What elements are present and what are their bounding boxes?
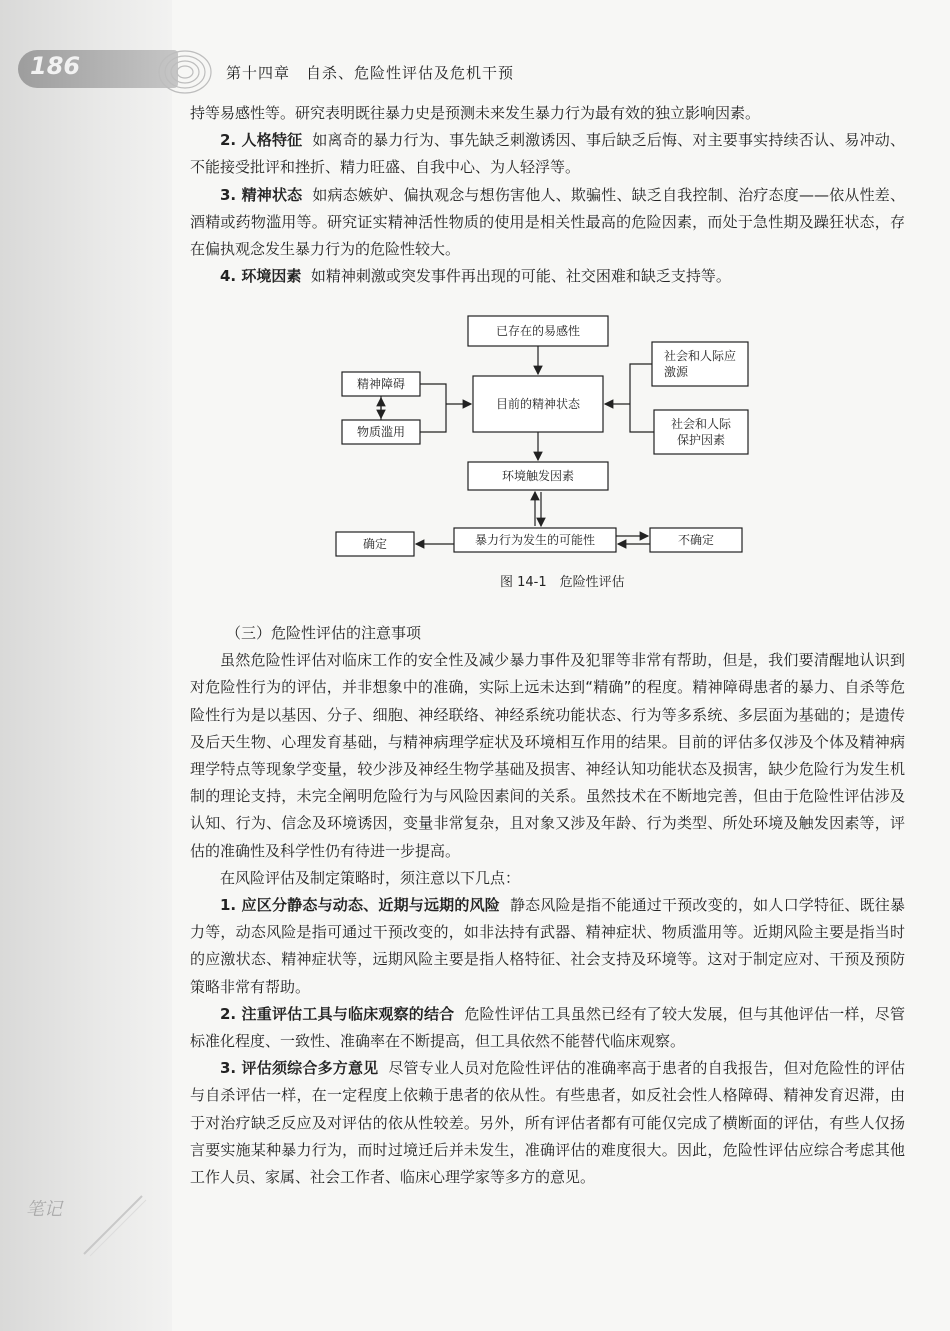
paragraph: 3. 精神状态 如病态嫉妒、偏执观念与想伤害他人、欺骗性、缺乏自我控制、治疗态度——依从性差、酒精或药物滥用等。研究证实精神活性物质的使用是相关性最高的危险因素，而处于急性期及躁狂状态，存在偏执观念发生暴力行为的危险性较大。 (190, 185, 905, 259)
label-social-stressors-2: 激源 (663, 365, 689, 379)
paragraph: 3. 评估须综合多方意见 尽管专业人员对危险性评估的准确率高于患者的自我报告，但对危险性的评估与自杀评估一样，在一定程度上依赖于患者的依从性。有些患者，如反社会性人格障碍、精神发育迟滞，由于对治疗缺乏反应及对评估的依从性较差。另外，所有评估者都有可能仅完成了横断面的评估，有些人仅扬言要实施某种暴力行为，而时过境迁后并未发生，准确评估的难度很大。因此，危险性评估应综合考虑其他工作人员、家属、社会工作者、临床心理学家等多方的意见。 (190, 1059, 906, 1187)
notes-label: 笔记 (26, 1199, 62, 1220)
page-number: 186 (30, 52, 81, 80)
section-heading: （三）危险性评估的注意事项 (226, 624, 422, 642)
paragraph: 在风险评估及制定策略时，须注意以下几点： (220, 868, 521, 887)
risk-assessment-diagram (330, 310, 750, 560)
paragraph: 1. 应区分静态与动态、近期与远期的风险 静态风险是指不能通过干预改变的，如人口学特征、既往暴力等，动态风险是指可通过干预改变的，如非法持有武器、精神症状、物质滥用等。近期风险主要是指当时的应激状态、精神症状等，远期风险主要是指人格特征、社会支持及环境等。这对于制定应对、干预及预防策略非常有帮助。 (190, 896, 905, 996)
paragraph-label: 1. 应区分静态与动态、近期与远期的风险 (220, 896, 500, 915)
paragraph: 4. 环境因素 如精神刺激或突发事件再出现的可能、社交困难和缺乏支持等。 (220, 267, 731, 286)
pen-icon (80, 1190, 150, 1260)
figure-caption: 图 14-1 危险性评估 (500, 575, 625, 590)
label-substance-abuse: 物质滥用 (356, 425, 406, 439)
label-violence-possibility: 暴力行为发生的可能性 (474, 533, 596, 547)
chapter-title: 第十四章 自杀、危险性评估及危机干预 (226, 64, 515, 82)
body-text-bottom (190, 620, 905, 1191)
paragraph: 持等易感性等。研究表明既往暴力史是预测未来发生暴力行为最有效的独立影响因素。 (190, 104, 761, 122)
paragraph-label: 2. 人格特征 (220, 131, 303, 150)
paragraph: 虽然危险性评估对临床工作的安全性及减少暴力事件及犯罪等非常有帮助，但是，我们要清醒地认识到对危险性行为的评估，并非想象中的准确，实际上远未达到“精确”的程度。精神障碍患者的暴力、自杀等危险性行为是以基因、分子、细胞、神经联络、神经系统功能状态、行为等多系统、多层面为基础的；是遗传及后天生物、心理发育基础，与精神病理学症状及环境相互作用的结果。目前的评估多仅涉及个体及精神病理学特点等现象学变量，较少涉及神经生物学基础及损害、神经认知功能状态及损害，缺少危险行为发生机制的理论支持，未完全阐明危险行为与风险因素间的关系。虽然技术在不断地完善，但由于危险性评估涉及认知、行为、信念及环境诱因，变量非常复杂，且对象又涉及年龄、行为类型、所处环境及触发因素等，评估的准确性及科学性仍有待进一步提高。 (190, 651, 905, 860)
body-text-top (190, 100, 905, 290)
paragraph: 2. 注重评估工具与临床观察的结合 危险性评估工具虽然已经有了较大发展，但与其他评估一样，尽管标准化程度、一致性、准确率在不断提高，但工具依然不能替代临床观察。 (190, 1004, 905, 1051)
fingerprint-swirl-icon (155, 44, 225, 104)
paragraph-label: 3. 评估须综合多方意见 (220, 1059, 379, 1078)
paragraph-label: 4. 环境因素 (220, 267, 302, 286)
label-mental-disorder: 精神障碍 (356, 377, 406, 391)
label-existing-vulnerability: 已存在的易感性 (495, 324, 581, 338)
paragraph: 2. 人格特征 如离奇的暴力行为、事先缺乏刺激诱因、事后缺乏后悔、对主要事实持续否认、易冲动、不能接受批评和挫折、精力旺盛、自我中心、为人轻浮等。 (190, 131, 905, 177)
label-environmental-triggers: 环境触发因素 (501, 469, 575, 483)
label-social-stressors-1: 社会和人际应 (663, 349, 737, 363)
label-social-protective-1: 社会和人际 (670, 417, 732, 431)
left-margin-band (0, 0, 172, 1331)
label-certain: 确定 (362, 537, 388, 551)
label-social-protective-2: 保护因素 (676, 433, 726, 447)
label-uncertain: 不确定 (677, 533, 715, 547)
label-current-mental-state: 目前的精神状态 (495, 397, 581, 411)
paragraph-label: 3. 精神状态 (220, 185, 303, 204)
paragraph-label: 2. 注重评估工具与临床观察的结合 (220, 1004, 455, 1023)
